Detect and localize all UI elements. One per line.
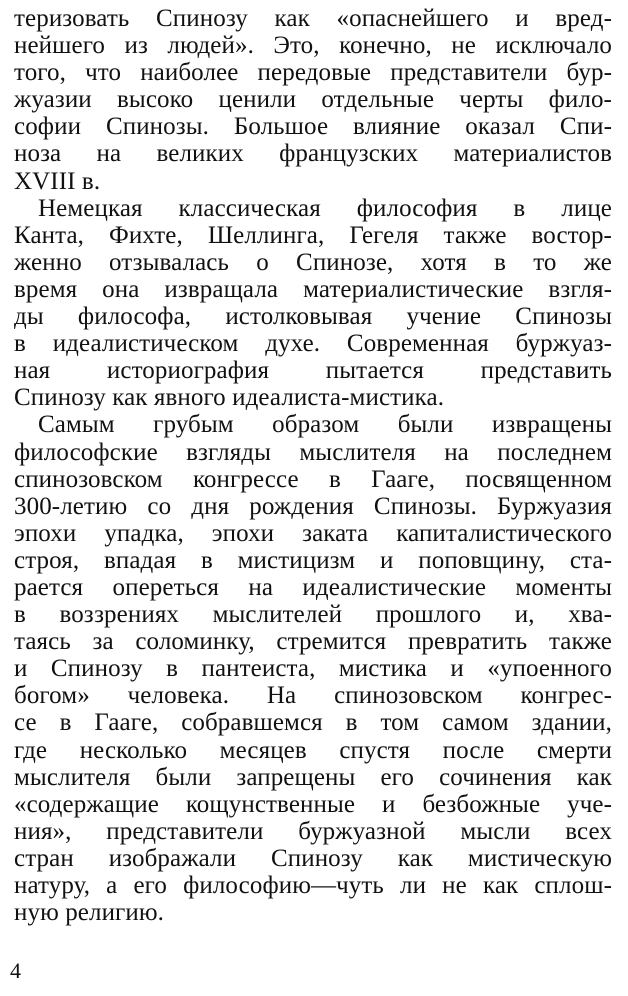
text-line: XVIII в.: [14, 167, 101, 195]
text-line: ная историография пытается представить: [14, 357, 612, 385]
text-line: теризовать Спинозу как «опаснейшего и вред-: [14, 5, 612, 32]
text-line: натуру, а его философию—чуть ли не как сплош-: [14, 872, 612, 899]
text-line: ноза на великих французских материалистов: [14, 140, 612, 168]
text-line: 300-летию со дня рождения Спинозы. Буржуазия: [14, 492, 612, 520]
text-line: философские взгляды мыслителя на последнем: [14, 438, 612, 466]
text-line: Канта, Фихте, Шеллинга, Гегеля также востор-: [14, 221, 612, 249]
text-line: Самым грубым образом были извращены: [38, 411, 612, 439]
text-line: таясь за соломинку, стремится превратить также: [14, 628, 612, 656]
text-line: рается опереться на идеалистические моменты: [14, 573, 612, 601]
text-line: се в Гааге, собравшемся в том самом здании,: [14, 709, 612, 737]
text-line: и Спинозу в пантеиста, мистика и «упоенного: [14, 655, 612, 683]
text-line: Немецкая классическая философия в лице: [38, 194, 612, 222]
text-line: ды философа, истолковывая учение Спинозы: [14, 303, 612, 331]
text-line: софии Спинозы. Большое влияние оказал Спи-: [14, 113, 612, 141]
text-line: «содержащие кощунственные и безбожные уче-: [14, 790, 612, 818]
text-line: спинозовском конгрессе в Гааге, посвященном: [14, 465, 612, 493]
text-line: ную религию.: [14, 899, 165, 927]
body-text: [14, 5, 612, 926]
text-line: время она извращала материалистические взгля-: [14, 275, 612, 303]
text-line: мыслителя были запрещены его сочинения как: [14, 763, 612, 791]
text-line: богом» человека. На спинозовском конгрес-: [14, 682, 612, 710]
text-line: ния», представители буржуазной мысли всех: [14, 817, 612, 845]
paragraph: [14, 5, 612, 195]
paragraph: [14, 195, 612, 412]
text-line: Спинозу как явного идеалиста-мистика.: [14, 384, 445, 412]
paragraph: [14, 411, 612, 926]
text-line: того, что наиболее передовые представители бур-: [14, 59, 612, 87]
text-line: строя, впадая в мистицизм и поповщину, ста-: [14, 546, 612, 574]
text-line: стран изображали Спинозу как мистическую: [14, 844, 612, 872]
page-number: 4: [10, 958, 21, 983]
text-line: где несколько месяцев спустя после смерти: [14, 736, 612, 764]
text-line: нейшего из людей». Это, конечно, не исключало: [14, 32, 612, 60]
text-line: в воззрениях мыслителей прошлого и, хва-: [14, 601, 612, 629]
text-line: эпохи упадка, эпохи заката капиталистического: [14, 519, 612, 547]
text-line: в идеалистическом духе. Современная буржуаз-: [14, 330, 612, 358]
text-line: жуазии высоко ценили отдельные черты фило-: [14, 86, 612, 114]
text-line: женно отзывалась о Спинозе, хотя в то же: [14, 248, 612, 276]
